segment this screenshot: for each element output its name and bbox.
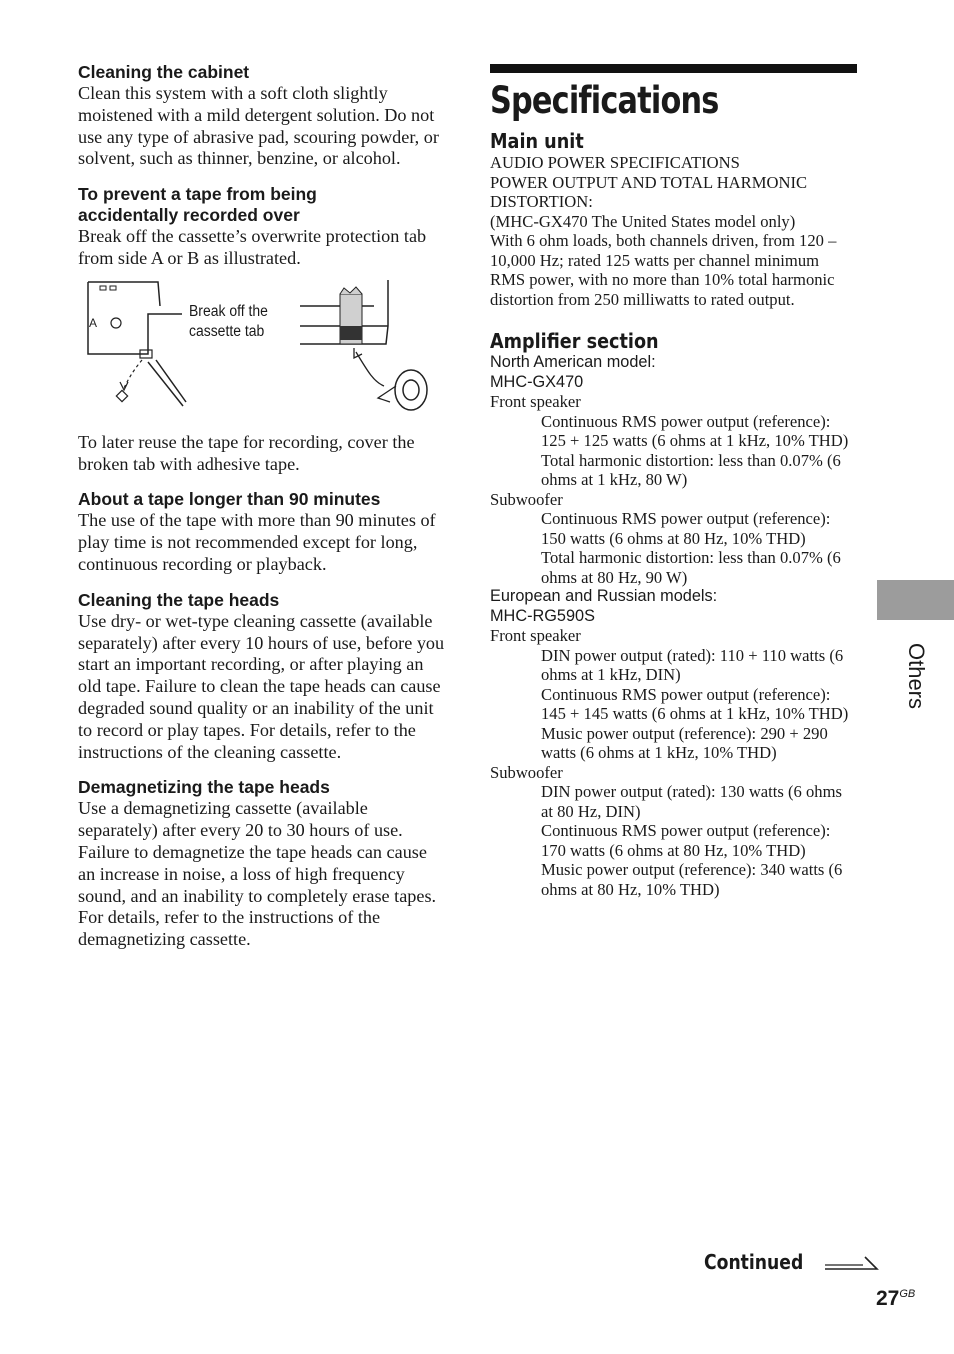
main-unit-section: [490, 129, 858, 309]
text-reuse-tape: To later reuse the tape for recording, cover the broken tab with adhesive tape.: [78, 431, 415, 474]
side-tab-marker: [877, 580, 954, 620]
page-number-value: 27: [876, 1287, 900, 1310]
main-unit-heading: Main unit: [490, 129, 584, 153]
na-front-speaker: Front speaker: [490, 392, 581, 411]
eu-sub-rms: Continuous RMS power output (reference): 170 watts (6 ohms at 80 Hz, 10% THD): [541, 821, 831, 860]
left-column: [78, 62, 448, 965]
text-cleaning-heads: Use dry- or wet-type cleaning cassette (available separately) after every 10 hours of use, before you start an important recording, or after playing an old tape. Failure to clean the tape heads can cause degraded sound quality or an inability of the unit to record or play tapes. For details, refer to the instructions of the cleaning cassette.: [78, 610, 445, 762]
amplifier-section: [490, 329, 858, 899]
heading-demagnetizing: Demagnetizing the tape heads: [78, 777, 330, 798]
eu-front-speaker: Front speaker: [490, 626, 581, 645]
na-front-rms: Continuous RMS power output (reference): 125 + 125 watts (6 ohms at 1 kHz, 10% THD): [541, 411, 849, 450]
section-prevent-recording: [78, 184, 448, 270]
right-column: [490, 62, 858, 899]
section-cleaning-cabinet: [78, 62, 448, 170]
heading-cleaning-cabinet: Cleaning the cabinet: [78, 62, 250, 82]
eu-front-din: DIN power output (rated): 110 + 110 watts (6 ohms at 1 kHz, DIN): [541, 645, 844, 684]
na-sub-rms: Continuous RMS power output (reference): 150 watts (6 ohms at 80 Hz, 10% THD): [541, 509, 831, 548]
continued-label: Continued: [704, 1250, 804, 1274]
text-demagnetizing: Use a demagnetizing cassette (available separately) after every 20 to 30 hours of use. Failure to demagnetize the tape heads can cause an increase in noise, a loss of high frequency sound, and an inability to completely erase tapes. For details, refer to the instructions of the demagnetizing cassette.: [78, 798, 437, 950]
callout-line-1: Break off the: [189, 302, 268, 320]
callout-line-2: cassette tab: [189, 322, 265, 340]
eu-sub-music: Music power output (reference): 340 watts (6 ohms at 80 Hz, 10% THD): [541, 860, 843, 899]
text-cleaning-cabinet: Clean this system with a soft cloth slightly moistened with a mild detergent solution. Do not use any type of abrasive pad, scouring powder, or solvent, such as thinner, benzine, or alcohol.: [78, 83, 439, 169]
eu-subwoofer: Subwoofer: [490, 762, 563, 782]
page-number-suffix: GB: [899, 1288, 916, 1300]
ohm-loads-text: With 6 ohm loads, both channels driven, from 120 – 10,000 Hz; rated 125 watts per channel minimum RMS power, with no more than 10% total harmonic distortion from 250 milliwatts to rated output.: [490, 231, 837, 309]
side-tab-label: Others: [904, 642, 929, 710]
section-demagnetizing: [78, 777, 448, 951]
section-long-tape: [78, 489, 448, 575]
break-off-tab-callout: [189, 302, 268, 342]
eu-model-name: MHC-RG590S: [490, 606, 595, 625]
na-sub-thd: Total harmonic distortion: less than 0.07% (6 ohms at 80 Hz, 90 W): [541, 548, 841, 587]
eu-front-music: Music power output (reference): 290 + 290 watts (6 ohms at 1 kHz, 10% THD): [541, 723, 828, 762]
cassette-tab-illustration: [78, 276, 448, 416]
heading-cleaning-heads: Cleaning the tape heads: [78, 589, 280, 610]
title-rule: [490, 64, 857, 73]
page-number: [876, 1287, 915, 1311]
eu-front-rms: Continuous RMS power output (reference): 145 + 145 watts (6 ohms at 1 kHz, 10% THD): [541, 684, 849, 723]
text-prevent-recording: Break off the cassette’s overwrite protection tab from side A or B as illustrated.: [78, 226, 427, 268]
page-title: Specifications: [490, 79, 719, 122]
heading-prevent-recording: To prevent a tape from being accidentally recorded over: [78, 184, 317, 226]
eu-model-label: European and Russian models:: [490, 587, 718, 605]
amplifier-heading: Amplifier section: [490, 329, 659, 353]
text-long-tape: The use of the tape with more than 90 minutes of play time is not recommended except for long, continuous recording or playback.: [78, 510, 436, 574]
continued-arrow-icon: [823, 1251, 881, 1273]
power-output-line: POWER OUTPUT AND TOTAL HARMONIC DISTORTION:: [490, 172, 808, 211]
us-model-line: (MHC-GX470 The United States model only): [490, 211, 796, 231]
section-cleaning-heads: [78, 590, 448, 764]
audio-power-spec-line: AUDIO POWER SPECIFICATIONS: [490, 153, 740, 172]
svg-text:A: A: [89, 315, 98, 330]
na-subwoofer: Subwoofer: [490, 489, 563, 509]
continued-indicator: [704, 1250, 881, 1274]
na-front-thd: Total harmonic distortion: less than 0.07% (6 ohms at 1 kHz, 80 W): [541, 450, 841, 489]
na-model-name: MHC-GX470: [490, 372, 584, 391]
cassette-diagram: [78, 276, 448, 416]
heading-long-tape: About a tape longer than 90 minutes: [78, 489, 381, 510]
eu-sub-din: DIN power output (rated): 130 watts (6 ohms at 80 Hz, DIN): [541, 782, 842, 821]
na-model-label: North American model:: [490, 353, 656, 371]
